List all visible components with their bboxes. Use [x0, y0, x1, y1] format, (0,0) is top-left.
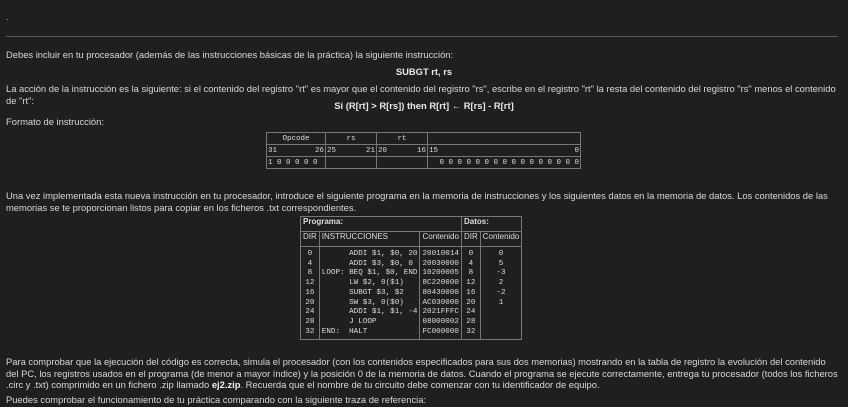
- rs-value: [326, 157, 377, 169]
- rt-value: [377, 157, 428, 169]
- data-dirs: 0 4 8 12 16 20 24 28 32: [461, 247, 480, 340]
- bits-rs: 25 21: [327, 146, 375, 155]
- program-dirs: 0 4 8 12 16 20 24 28 32: [301, 247, 320, 340]
- data-contents: 0 5 -3 2 -2 1: [480, 247, 521, 340]
- col-dir2: DIR: [461, 232, 480, 247]
- top-mark: .: [6, 12, 9, 22]
- opcode-value: 1 0 0 0 0 0: [267, 157, 326, 169]
- format-label: Formato de instrucción:: [6, 116, 104, 127]
- bits-low: 15 0: [429, 146, 579, 155]
- program-title: Programa:: [301, 217, 462, 232]
- program-intro-text: Una vez implementada esta nueva instrucción en tu procesador, introduce el siguiente programa en la memoria de instrucciones y los siguientes datos en la memoria de datos. Los contenidos de las memorias se te proporcionan listos para copiar en los ficheros .txt correspondientes.: [6, 190, 828, 213]
- col-content: Contenido: [420, 232, 461, 247]
- data-title: Datos:: [461, 217, 521, 232]
- program-contents: 20010014 20030000 10200005 8C220000 80430000 AC030000 2021FFFC 08000002 FC000000: [420, 247, 461, 340]
- bits-rt: 20 16: [378, 146, 426, 155]
- trace-text: Puedes comprobar el funcionamiento de tu práctica comparando con la siguiente traza de referencia:: [6, 394, 427, 405]
- divider: [6, 36, 838, 37]
- zip-name: ej2.zip: [211, 379, 241, 390]
- col-dir: DIR: [301, 232, 320, 247]
- formula: Si (R[rt] > R[rs]) then R[rt] ← R[rs] - R[rt]: [334, 100, 514, 111]
- description-text: La acción de la instrucción es la siguiente: si el contenido del registro "rt" es mayor que el contenido del registro "rs", escribe en el registro "rt" la resta del contenido del registro "rs" menos el contenido de "rt":: [6, 83, 836, 106]
- col-instructions: INSTRUCCIONES: [319, 232, 420, 247]
- program-instructions: ADDI $1, $0, 20 ADDI $3, $0, 0 LOOP: BEQ $1, $0, END LW $2, 0($1) SUBGT $3, $2 SW $3, 0($0) ADDI $1, $1, -4 J LOOP END: HALT: [319, 247, 420, 340]
- opcode-header: Opcode: [267, 133, 326, 145]
- program-table: [300, 216, 522, 340]
- rs-header: rs: [326, 133, 377, 145]
- intro-text: Debes incluir en tu procesador (además de las instrucciones básicas de la práctica) la siguiente instrucción:: [6, 49, 454, 60]
- low-field-header: [428, 133, 581, 145]
- low-value: 0 0 0 0 0 0 0 0 0 0 0 0 0 0 0 0: [428, 157, 581, 169]
- rt-header: rt: [377, 133, 428, 145]
- instruction-name: SUBGT rt, rs: [395, 66, 453, 77]
- submission-text: Para comprobar que la ejecución del código es correcta, simula el procesador (con los contenidos especificados para sus dos memorias) mostrando en la tabla de registro la evolución del contenido del PC, los registros usados en el programa (de menor a mayor índice) y la posición 0 de la memoria de datos. Cuando el programa se ejecute correctamente, entrega tu procesador (todos los ficheros .circ y .txt) comprimido en un fichero .zip llamado ej2.zip. Recuerda que el nombre de tu circuito debe comenzar con tu identificador de equipo.: [6, 356, 838, 390]
- bits-opcode: 31 26: [268, 146, 324, 155]
- format-table: [266, 132, 581, 169]
- col-content2: Contenido: [480, 232, 521, 247]
